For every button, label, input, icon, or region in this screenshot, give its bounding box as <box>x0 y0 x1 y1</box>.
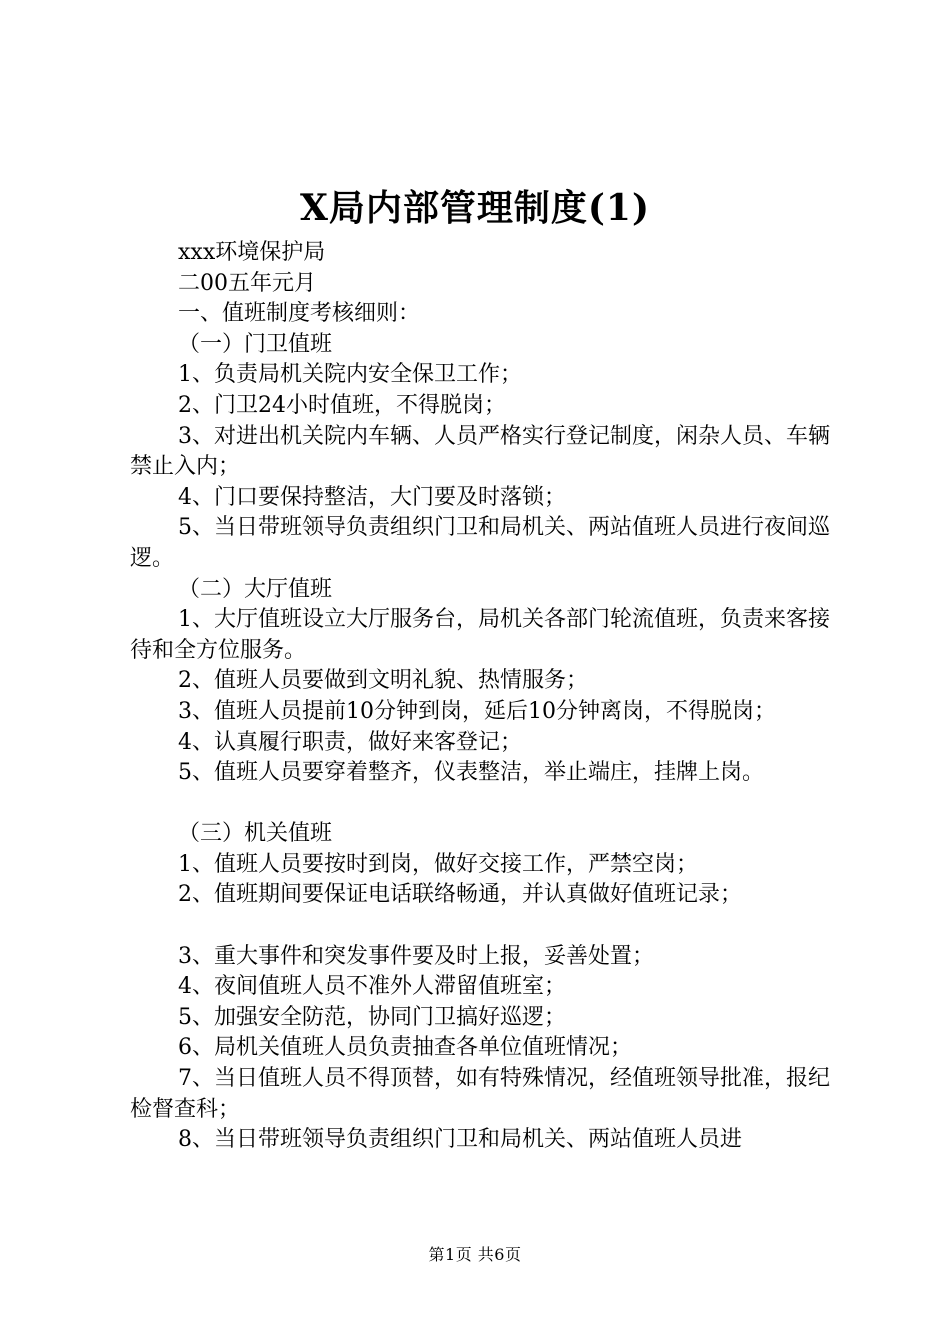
subsection-heading-office: （三）机关值班 <box>178 821 333 847</box>
list-item: 3、对进出机关院内车辆、人员严格实行登记制度，闲杂人员、车辆禁止入内； <box>130 423 830 480</box>
list-item: 1、值班人员要按时到岗，做好交接工作，严禁空岗； <box>178 851 698 877</box>
list-item: 1、大厅值班设立大厅服务台，局机关各部门轮流值班，负责来客接待和全方位服务。 <box>130 607 830 663</box>
section-heading: 一、值班制度考核细则： <box>178 301 421 327</box>
list-item: 4、认真履行职责，做好来客登记； <box>178 729 522 755</box>
list-item: 3、值班人员提前10分钟到岗，延后10分钟离岗，不得脱岗； <box>178 698 776 724</box>
blank-line <box>130 789 850 820</box>
document-date: 二00五年元月 <box>178 270 316 296</box>
list-item: 6、局机关值班人员负责抽查各单位值班情况； <box>178 1035 632 1061</box>
list-item: 5、当日带班领导负责组织门卫和局机关、两站值班人员进行夜间巡逻。 <box>130 515 830 571</box>
list-item: 5、加强安全防范，协同门卫搞好巡逻； <box>178 1004 566 1030</box>
list-item: 2、门卫24小时值班，不得脱岗； <box>178 392 506 418</box>
list-item: 1、负责局机关院内安全保卫工作； <box>178 362 522 388</box>
document-title: X局内部管理制度(1) <box>299 187 651 229</box>
list-item: 8、当日带班领导负责组织门卫和局机关、两站值班人员进 <box>178 1127 742 1153</box>
blank-line <box>130 911 850 942</box>
list-item: 3、重大事件和突发事件要及时上报，妥善处置； <box>178 943 654 969</box>
list-item: 2、值班人员要做到文明礼貌、热情服务； <box>178 668 588 694</box>
list-item: 7、当日值班人员不得顶替，如有特殊情况，经值班领导批准，报纪检督查科； <box>130 1066 830 1122</box>
organization-name: xxx环境保护局 <box>178 240 326 265</box>
document-body <box>130 238 850 1156</box>
subsection-heading-gatekeeper: （一）门卫值班 <box>178 331 333 357</box>
page-footer: 第1页 共6页 <box>428 1245 522 1264</box>
list-item: 4、门口要保持整洁，大门要及时落锁； <box>178 484 566 510</box>
subsection-heading-lobby: （二）大厅值班 <box>178 576 333 602</box>
list-item: 2、值班期间要保证电话联络畅通，并认真做好值班记录； <box>178 882 742 908</box>
list-item: 5、值班人员要穿着整齐，仪表整洁，举止端庄，挂牌上岗。 <box>178 760 764 786</box>
list-item: 4、夜间值班人员不准外人滞留值班室； <box>178 974 566 1000</box>
